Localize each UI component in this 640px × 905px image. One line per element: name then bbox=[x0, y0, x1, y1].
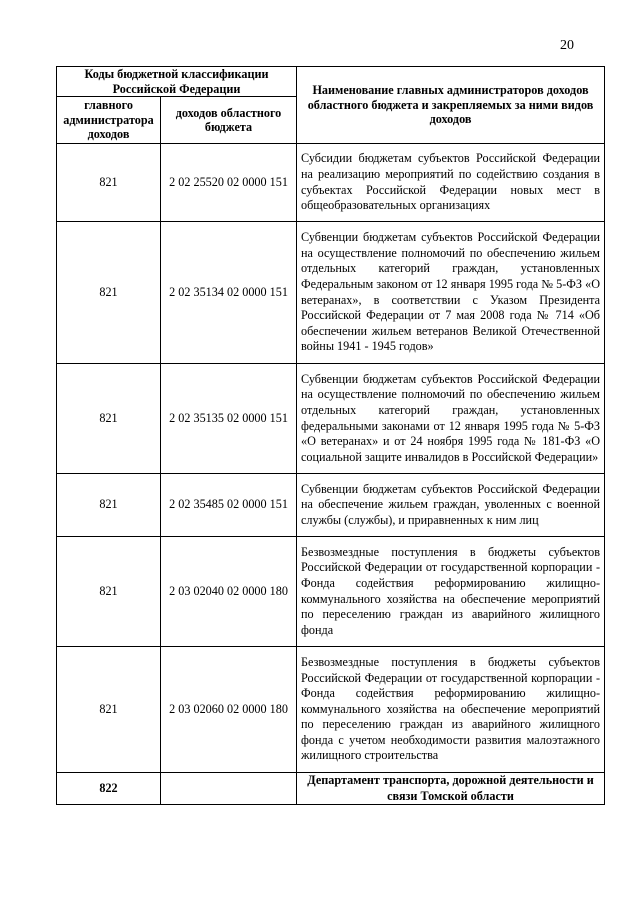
revenue-code-cell bbox=[161, 773, 297, 805]
page-number: 20 bbox=[560, 38, 574, 53]
revenue-column-header: доходов областного бюджета bbox=[161, 97, 297, 144]
table-header-row-1 bbox=[57, 67, 605, 97]
revenue-name-cell: Субвенции бюджетам субъектов Российской Федерации на обеспечение жильем граждан, уволенных с военной службы (службы), и приравненных к ним лиц bbox=[297, 474, 605, 537]
revenue-name-cell: Безвозмездные поступления в бюджеты субъектов Российской Федерации от государственной корпорации - Фонда содействия реформированию жилищно-коммунального хозяйства на обеспечение мероприятий по переселению граждан из аварийного жилищного фонда bbox=[297, 537, 605, 647]
revenue-name-cell: Субсидии бюджетам субъектов Российской Федерации на реализацию мероприятий по содействию создания в субъектах Российской Федерации новых мест в общеобразовательных организациях bbox=[297, 144, 605, 222]
admin-code-cell: 821 bbox=[57, 647, 161, 773]
table-row bbox=[57, 537, 605, 647]
admin-column-header: главного администратора доходов bbox=[57, 97, 161, 144]
codes-group-header: Коды бюджетной классификации Российской Федерации bbox=[57, 67, 297, 97]
table-row bbox=[57, 364, 605, 474]
budget-classification-table bbox=[56, 66, 605, 805]
revenue-code-cell: 2 02 35134 02 0000 151 bbox=[161, 222, 297, 364]
revenue-code-cell: 2 02 35135 02 0000 151 bbox=[161, 364, 297, 474]
revenue-code-cell: 2 02 25520 02 0000 151 bbox=[161, 144, 297, 222]
admin-code-cell: 821 bbox=[57, 537, 161, 647]
administrator-row bbox=[57, 773, 605, 805]
admin-code-cell: 822 bbox=[57, 773, 161, 805]
table-row bbox=[57, 647, 605, 773]
admin-code-cell: 821 bbox=[57, 144, 161, 222]
administrator-name-cell: Департамент транспорта, дорожной деятельности и связи Томской области bbox=[297, 773, 605, 805]
revenue-code-cell: 2 02 35485 02 0000 151 bbox=[161, 474, 297, 537]
admin-code-cell: 821 bbox=[57, 222, 161, 364]
admin-code-cell: 821 bbox=[57, 474, 161, 537]
table-row bbox=[57, 222, 605, 364]
revenue-code-cell: 2 03 02060 02 0000 180 bbox=[161, 647, 297, 773]
revenue-name-cell: Субвенции бюджетам субъектов Российской Федерации на осуществление полномочий по обеспечению жильем отдельных категорий граждан, установленных Федеральным законом от 12 января 1995 года № 5-ФЗ «О ветеранах», в соответствии с Указом Президента Российской Федерации от 7 мая 2008 года № 714 «Об обеспечении жильем ветеранов Великой Отечественной войны 1941 - 1945 годов» bbox=[297, 222, 605, 364]
revenue-name-cell: Безвозмездные поступления в бюджеты субъектов Российской Федерации от государственной корпорации - Фонда содействия реформированию жилищно-коммунального хозяйства на обеспечение мероприятий по переселению граждан из аварийного жилищного фонда с учетом необходимости развития малоэтажного жилищного строительства bbox=[297, 647, 605, 773]
table-row bbox=[57, 144, 605, 222]
admin-code-cell: 821 bbox=[57, 364, 161, 474]
revenue-name-cell: Субвенции бюджетам субъектов Российской Федерации на осуществление полномочий по обеспечению жильем отдельных категорий граждан, установленных федеральными законами от 12 января 1995 года № 5-ФЗ «О ветеранах» и от 24 ноября 1995 года № 181-ФЗ «О социальной защите инвалидов в Российской Федерации» bbox=[297, 364, 605, 474]
name-column-header: Наименование главных администраторов доходов областного бюджета и закрепляемых за ними видов доходов bbox=[297, 67, 605, 144]
revenue-code-cell: 2 03 02040 02 0000 180 bbox=[161, 537, 297, 647]
table-row bbox=[57, 474, 605, 537]
